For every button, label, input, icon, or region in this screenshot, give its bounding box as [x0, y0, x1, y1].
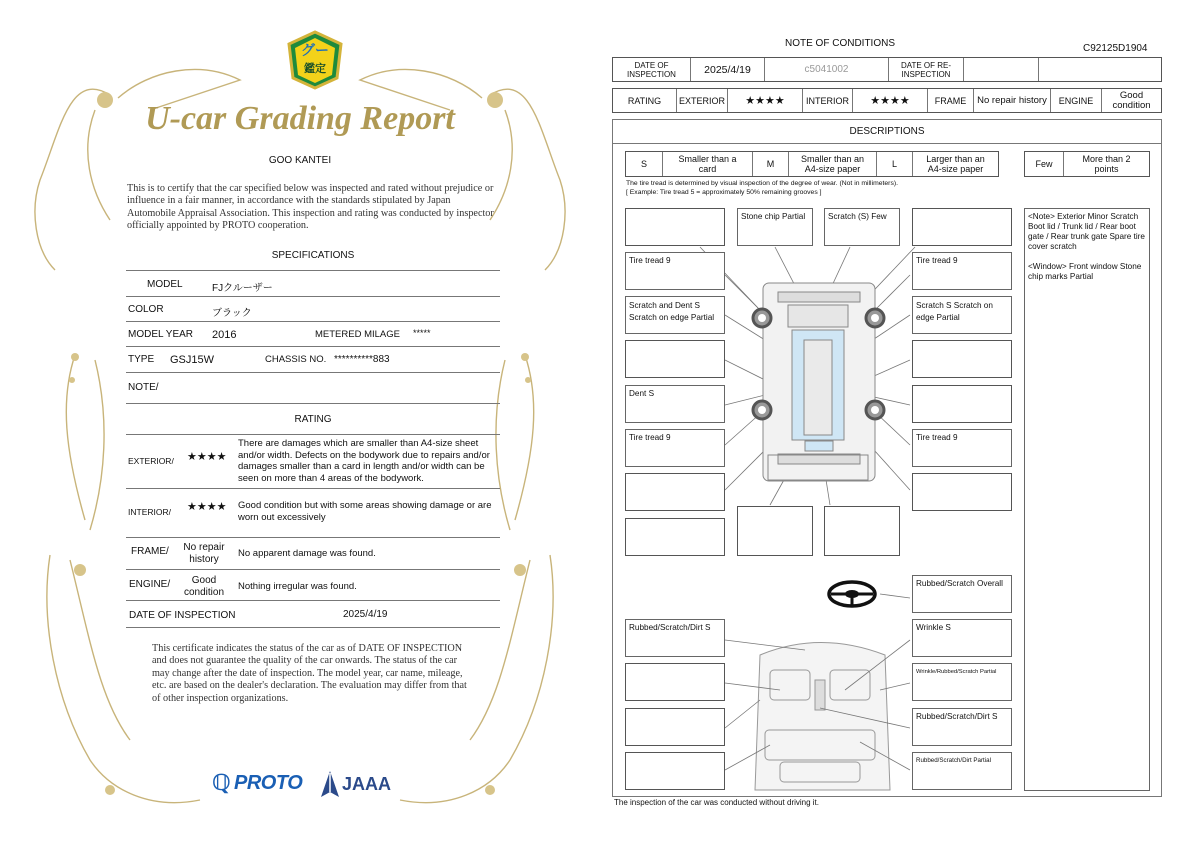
exterior-label: EXTERIOR/	[128, 456, 174, 466]
damage-text: Tire tread 9	[629, 433, 671, 442]
note-panel	[1024, 208, 1150, 791]
inspection-date-value: 2025/4/19	[343, 609, 388, 620]
damage-box-interior-right-2	[912, 663, 1012, 701]
damage-text: Wrinkle/Rubbed/Scratch Partial	[916, 669, 997, 675]
color-value: ブラック	[212, 308, 252, 319]
note-of-conditions	[600, 0, 1200, 848]
code-value: c5041002	[764, 58, 888, 81]
interior-stars: ★★★★	[852, 89, 927, 112]
damage-text: Tire tread 9	[629, 256, 671, 265]
damage-box-front-right	[912, 208, 1012, 246]
model-year-label: MODEL YEAR	[128, 329, 194, 340]
interior-description: Good condition but with some areas showing damage or are worn out excessively	[238, 500, 492, 523]
damage-box-right-5	[912, 385, 1012, 423]
damage-text: Rubbed/Scratch/Dirt S	[916, 712, 998, 721]
badge-text: 鑑定	[304, 63, 326, 75]
damage-box-right-3	[912, 296, 1012, 334]
frame-label: FRAME/	[131, 546, 169, 557]
jaaa-logo-text: JAAA	[342, 774, 392, 794]
damage-box-interior-left-2	[625, 663, 725, 701]
color-label: COLOR	[128, 304, 164, 315]
report-title: U-car Grading Report	[145, 100, 455, 137]
legend-key-m: M	[752, 152, 788, 176]
legend-desc-few: More than 2 points	[1063, 152, 1149, 176]
exterior-stars: ★★★★	[187, 451, 227, 463]
legend-desc-s: Smaller than a card	[662, 152, 752, 176]
legend-desc-l: Larger than an A4-size paper	[912, 152, 998, 176]
disclaimer-text: This certificate indicates the status of the car as of DATE OF INSPECTION and does not guarantee the quality of the car onwards. The status of the car may change after the date of inspection. The model year, car name, mileage, etc. are based on the dealer's declaration. The evaluation may differ from that of other inspection organizations.	[152, 643, 467, 704]
inspection-date-label: DATE OF INSPECTION	[129, 610, 236, 621]
damage-text: Tire tread 9	[916, 256, 958, 265]
badge-top-text: グー	[301, 42, 329, 58]
footer-note: The inspection of the car was conducted without driving it.	[614, 798, 819, 807]
damage-box-interior-left-4	[625, 752, 725, 790]
note-window: <Window> Front window Stone chip marks Partial	[1028, 262, 1142, 281]
chassis-value: **********883	[334, 354, 390, 365]
damage-box-rear-mid-right	[824, 506, 900, 556]
damage-text: Wrinkle S	[916, 623, 951, 632]
report-subtitle: GOO KANTEI	[268, 155, 332, 166]
damage-text: Tire tread 9	[916, 433, 958, 442]
damage-box-tire-fl	[625, 252, 725, 290]
damage-text: Scratch and Dent S Scratch on edge Partial	[629, 301, 715, 322]
certification-text: This is to certify that the car specified below was inspected and rated without prejudice or influence in a fair manner, in accordance with the standards stipulated by Japan Automobile Appraisal Association. This inspection and rating was conducted by inspector officially appointed by PROTO cooperation.	[127, 183, 494, 232]
damage-box-interior-right-3	[912, 708, 1012, 746]
steering-wheel-icon	[829, 582, 875, 606]
doi-value: 2025/4/19	[690, 58, 764, 81]
engine-value: Good condition	[183, 575, 225, 598]
legend-key-few: Few	[1035, 159, 1053, 169]
type-label: TYPE	[128, 354, 155, 365]
damage-text: Rubbed/Scratch/Dirt S	[629, 623, 711, 632]
jaaa-logo	[320, 770, 400, 798]
goo-kantei-badge	[287, 30, 343, 90]
legend-desc-m: Smaller than an A4-size paper	[788, 152, 876, 176]
specifications-heading: SPECIFICATIONS	[271, 250, 355, 261]
damage-box-left-7	[625, 473, 725, 511]
reinspection-label: DATE OF RE-INSPECTION	[888, 58, 963, 81]
model-label: MODEL	[147, 279, 183, 290]
damage-box-right-4	[912, 340, 1012, 378]
engine-value: Good condition	[1101, 89, 1161, 112]
damage-box-interior-left-1	[625, 619, 725, 657]
legend-key-l: L	[876, 152, 912, 176]
model-value: FJクルーザー	[212, 283, 273, 294]
proto-logo: ℚ PROTO	[212, 770, 303, 795]
damage-box-tire-fr	[912, 252, 1012, 290]
document-id: C92125D1904	[1083, 43, 1148, 54]
damage-text: Rubbed/Scratch/Dirt Partial	[916, 757, 991, 764]
damage-box-steering	[912, 575, 1012, 613]
damage-text: Stone chip Partial	[741, 212, 806, 221]
metered-milage-label: METERED MILAGE	[315, 329, 400, 340]
proto-logo-text: PROTO	[234, 772, 303, 794]
damage-text: Scratch S Scratch on edge Partial	[916, 301, 993, 322]
exterior-description: There are damages which are smaller than A4-size sheet and/or width. Defects on the bodywork due to repairs and/or damages smaller than a card in length and/or width can be seen on more than 4 areas of the bodywork.	[238, 438, 490, 484]
damage-box-tire-rr	[912, 429, 1012, 467]
frame-value: No repair history	[183, 542, 225, 565]
damage-box-left-3	[625, 296, 725, 334]
chassis-label: CHASSIS NO.	[265, 354, 327, 365]
damage-text: Scratch (S) Few	[828, 212, 887, 221]
damage-box-left-4	[625, 340, 725, 378]
interior-stars: ★★★★	[187, 501, 227, 513]
interior-label: INTERIOR	[802, 89, 852, 112]
note-exterior: <Note> Exterior Minor Scratch Boot lid / Trunk lid / Rear boot gate / Rear trunk gate Spare tire cover scratch	[1028, 212, 1145, 251]
frame-description: No apparent damage was found.	[238, 548, 376, 559]
descriptions-heading: DESCRIPTIONS	[849, 126, 925, 137]
rating-label: RATING	[627, 95, 662, 106]
exterior-stars: ★★★★	[727, 89, 802, 112]
tire-note-1: The tire tread is determined by visual inspection of the degree of wear. (Not in millimeters).	[626, 180, 898, 187]
tire-note-2: [ Example: Tire tread 5 = approximately 50% remaining grooves ]	[626, 189, 822, 196]
damage-box-left-5	[625, 385, 725, 423]
damage-box-interior-left-3	[625, 708, 725, 746]
damage-box-front-left	[625, 208, 725, 246]
doi-label: DATE OF INSPECTION	[627, 60, 676, 79]
frame-value: No repair history	[973, 89, 1050, 112]
interior-label: INTERIOR/	[128, 507, 171, 517]
damage-box-front-mid-left	[737, 208, 813, 246]
damage-text: Rubbed/Scratch Overall	[916, 579, 1003, 588]
model-year-value: 2016	[212, 329, 237, 341]
exterior-label: EXTERIOR	[676, 89, 727, 112]
damage-box-rear-left	[625, 518, 725, 556]
note-label: NOTE/	[128, 382, 159, 393]
engine-label: ENGINE	[1050, 89, 1101, 112]
engine-description: Nothing irregular was found.	[238, 581, 357, 592]
damage-text: Dent S	[629, 389, 655, 398]
damage-box-interior-right-1	[912, 619, 1012, 657]
engine-label: ENGINE/	[129, 579, 171, 590]
damage-box-rear-mid-left	[737, 506, 813, 556]
damage-box-right-7	[912, 473, 1012, 511]
damage-box-interior-right-4	[912, 752, 1012, 790]
metered-milage-value: *****	[413, 328, 431, 338]
damage-box-front-mid-right	[824, 208, 900, 246]
rating-heading: RATING	[294, 414, 332, 425]
legend-key-s: S	[640, 159, 647, 169]
type-value: GSJ15W	[170, 354, 215, 366]
conditions-heading: NOTE OF CONDITIONS	[785, 38, 895, 49]
damage-box-tire-rl	[625, 429, 725, 467]
frame-label: FRAME	[927, 89, 973, 112]
